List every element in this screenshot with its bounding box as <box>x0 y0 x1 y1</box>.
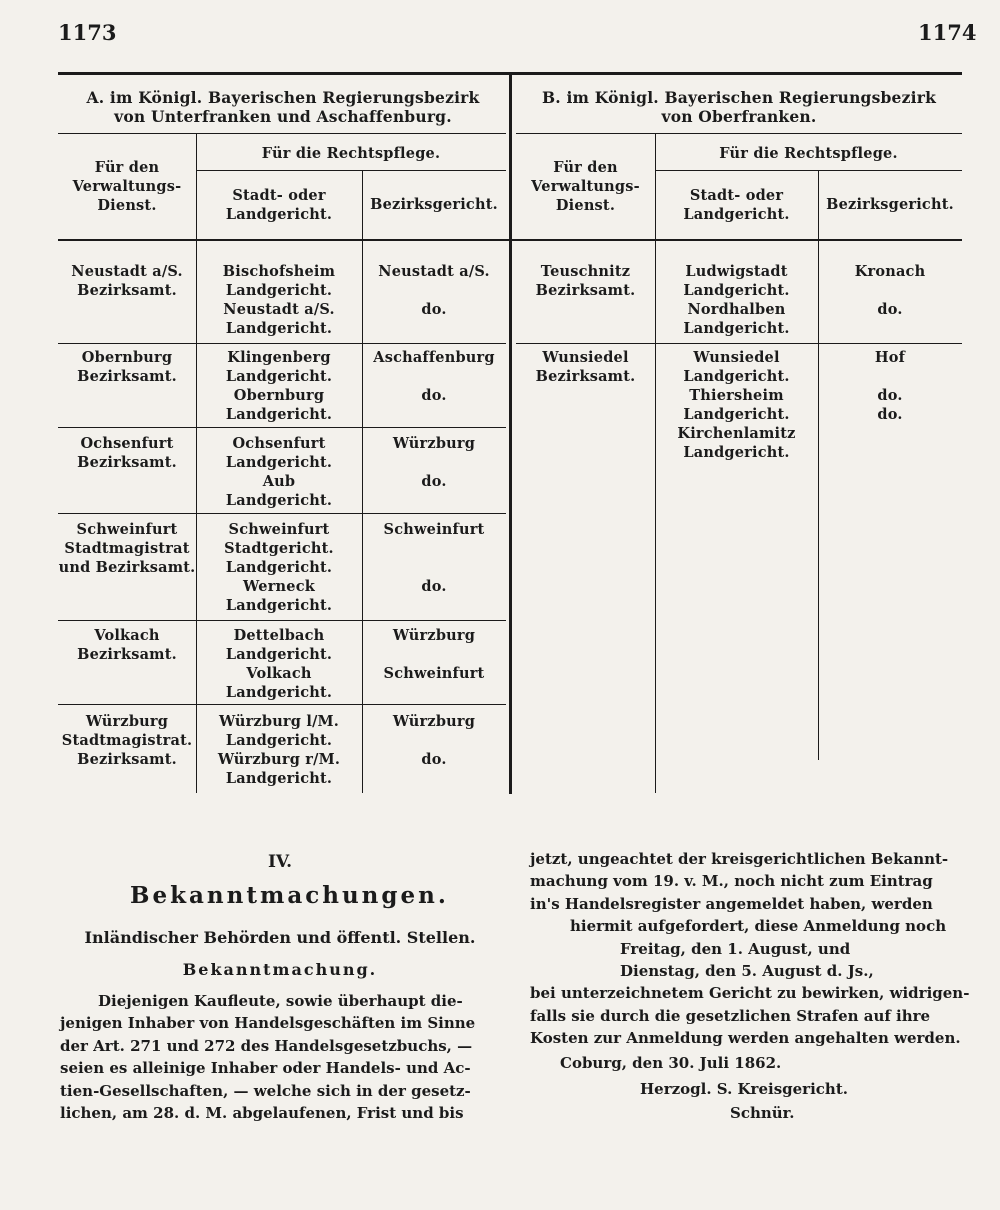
cell-verwaltung: Schweinfurt Stadtmagistrat und Bezirksamt. <box>58 521 196 576</box>
rule-left-sub <box>58 133 506 134</box>
text-line: bei unterzeichnetem Gericht zu bewirken, widrigen- <box>530 984 970 1003</box>
text-line: machung vom 19. v. M., noch nicht zum Eintrag <box>530 872 933 891</box>
region-b-title: B. im Königl. Bayerischen Regierungsbezirk von Oberfranken. <box>541 88 937 126</box>
header-bezirk: Bezirksgericht. <box>826 196 954 213</box>
text-line: tien-Gesellschaften, — welche sich in der gesetz- <box>60 1081 471 1100</box>
header-rechtspflege: Für die Rechtspflege. <box>719 145 898 162</box>
cell-verwaltung: Ochsenfurt Bezirksamt. <box>77 435 177 471</box>
region-a-title: A. im Königl. Bayerischen Regierungsbezirk von Unterfranken und Aschaffenburg. <box>86 88 480 126</box>
center-divider <box>509 72 512 794</box>
text-line: in's Handelsregister angemeldet haben, werden <box>530 894 933 913</box>
row-sep-right <box>516 343 962 344</box>
cell-bezirk: Hof do. do. <box>874 349 906 423</box>
cell-stadt: Würzburg l/M. Landgericht. Würzburg r/M. Landgericht. <box>217 713 341 787</box>
row-sep-left <box>58 704 506 705</box>
rule-right-sub <box>516 133 962 134</box>
text-line: seien es alleinige Inhaber oder Handels- und Ac- <box>60 1059 471 1078</box>
notice-text-right <box>530 848 970 1125</box>
cell-bezirk: Neustadt a/S. do. <box>378 263 490 318</box>
header-verwaltung: Für den Verwaltungs- Dienst. <box>72 159 182 214</box>
cell-bezirk: Kronach do. <box>854 263 926 318</box>
cell-verwaltung: Neustadt a/S. Bezirksamt. <box>71 263 183 299</box>
cell-stadt: Klingenberg Landgericht. Obernburg Landgericht. <box>225 349 333 423</box>
section-number: IV. <box>267 852 293 872</box>
header-stadt: Stadt- oder Landgericht. <box>683 187 790 223</box>
cell-stadt: Wunsiedel Landgericht. Thiersheim Landgericht. Kirchenlamitz Landgericht. <box>677 349 796 461</box>
cell-stadt: Bischofsheim Landgericht. Neustadt a/S. Landgericht. <box>222 263 336 337</box>
cell-stadt: Dettelbach Landgericht. Volkach Landgericht. <box>225 627 333 701</box>
cell-bezirk: Würzburg do. <box>392 435 476 490</box>
header-stadt: Stadt- oder Landgericht. <box>225 187 333 223</box>
text-line: hiermit aufgefordert, diese Anmeldung noch <box>570 917 947 936</box>
cell-stadt: Ochsenfurt Landgericht. Aub Landgericht. <box>225 435 333 509</box>
text-line: der Art. 271 und 272 des Handelsgesetzbuchs, — <box>60 1036 473 1055</box>
col-divider <box>818 170 819 760</box>
cell-bezirk: Aschaffenburg do. <box>373 349 495 404</box>
row-sep-left <box>58 343 506 344</box>
header-bezirk: Bezirksgericht. <box>370 196 498 213</box>
cell-bezirk: Würzburg do. <box>392 713 476 768</box>
header-rechtspflege: Für die Rechtspflege. <box>261 145 441 162</box>
text-line: jenigen Inhaber von Handelsgeschäften im Sinne <box>60 1014 476 1033</box>
cell-verwaltung: Obernburg Bezirksamt. <box>77 349 177 385</box>
place-date: Coburg, den 30. Juli 1862. <box>560 1053 782 1072</box>
row-sep-left <box>58 427 506 428</box>
cell-verwaltung: Würzburg Stadtmagistrat. Bezirksamt. <box>61 713 193 768</box>
deadline-date-2: Dienstag, den 5. August d. Js., <box>620 962 874 981</box>
signature: Schnür. <box>730 1104 795 1123</box>
text-line: lichen, am 28. d. M. abgelaufenen, Frist und bis <box>60 1104 464 1123</box>
cell-bezirk: Würzburg Schweinfurt <box>383 627 485 682</box>
court-name: Herzogl. S. Kreisgericht. <box>640 1080 848 1099</box>
cell-bezirk: Schweinfurt do. <box>383 521 485 595</box>
deadline-date-1: Freitag, den 1. August, und <box>620 939 851 958</box>
page-number-right: 1174 <box>918 20 977 45</box>
rule-rechtspflege-right <box>655 170 962 171</box>
row-sep-left <box>58 513 506 514</box>
notice-text-left <box>60 990 500 1124</box>
cell-verwaltung: Teuschnitz Bezirksamt. <box>535 263 636 299</box>
cell-stadt: Schweinfurt Stadtgericht. Landgericht. Werneck Landgericht. <box>224 521 334 614</box>
text-line: Diejenigen Kaufleute, sowie überhaupt die- <box>98 992 463 1010</box>
rule-rechtspflege-left <box>196 170 506 171</box>
text-line: Kosten zur Anmeldung werden angehalten werden. <box>530 1029 961 1048</box>
cell-verwaltung: Wunsiedel Bezirksamt. <box>535 349 636 385</box>
text-line: jetzt, ungeachtet der kreisgerichtlichen Bekannt- <box>530 850 949 868</box>
section-subtitle: Inländischer Behörden und öffentl. Stellen. <box>84 928 476 947</box>
col-divider <box>655 133 656 793</box>
text-line: falls sie durch die gesetzlichen Strafen auf ihre <box>530 1006 931 1025</box>
cell-verwaltung: Volkach Bezirksamt. <box>77 627 177 663</box>
section-title: Bekanntmachungen. <box>130 882 449 909</box>
header-verwaltung: Für den Verwaltungs- Dienst. <box>531 159 640 214</box>
notice-heading: Bekanntmachung. <box>182 960 378 979</box>
row-sep-left <box>58 620 506 621</box>
page-number-left: 1173 <box>58 20 117 45</box>
cell-stadt: Ludwigstadt Landgericht. Nordhalben Landgericht. <box>683 263 790 337</box>
